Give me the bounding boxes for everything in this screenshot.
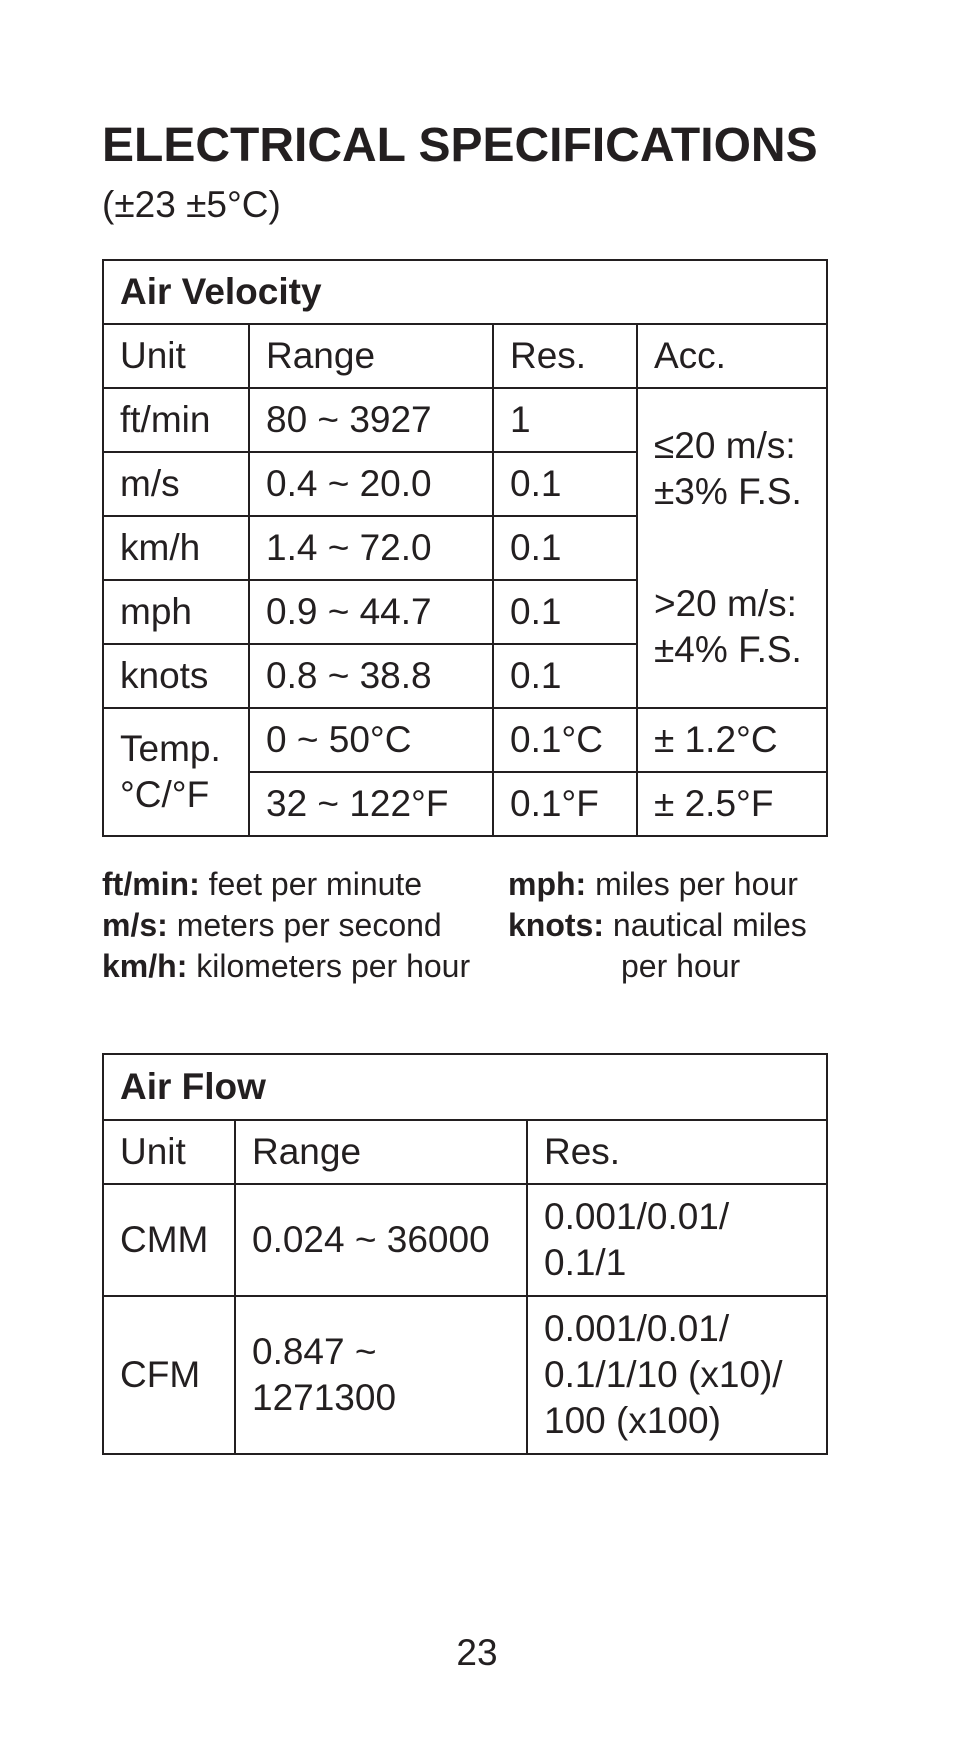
cell-res: 0.1°C bbox=[493, 708, 637, 772]
legend-abbr: mph: bbox=[508, 866, 587, 902]
cell-accuracy bbox=[637, 388, 827, 708]
legend-desc: meters per second bbox=[167, 907, 442, 943]
cell-temp-label bbox=[103, 708, 249, 836]
temp-label-line1: Temp. bbox=[120, 728, 221, 769]
res-line: 100 (x100) bbox=[544, 1400, 721, 1441]
cell-res: 0.1°F bbox=[493, 772, 637, 836]
legend-item bbox=[102, 946, 470, 987]
air-velocity-table bbox=[102, 259, 828, 837]
res-line: 0.1/1 bbox=[544, 1242, 627, 1283]
cell-unit: m/s bbox=[103, 452, 249, 516]
legend-abbr: knots: bbox=[508, 907, 604, 943]
range-line: 0.024 ~ 36000 bbox=[252, 1219, 490, 1260]
range-line: 0.847 ~ bbox=[252, 1331, 377, 1372]
air-flow-caption: Air Flow bbox=[103, 1054, 827, 1120]
air-velocity-caption: Air Velocity bbox=[103, 260, 827, 324]
cell-range: 32 ~ 122°F bbox=[249, 772, 493, 836]
legend-desc: kilometers per hour bbox=[187, 948, 471, 984]
table-header-row bbox=[103, 1120, 827, 1184]
table-row bbox=[103, 708, 827, 772]
table-header-row bbox=[103, 324, 827, 388]
cell-range: 1.4 ~ 72.0 bbox=[249, 516, 493, 580]
cell-res: 0.1 bbox=[493, 452, 637, 516]
cell-range bbox=[235, 1184, 527, 1296]
accuracy-low-condition: ≤20 m/s: bbox=[654, 425, 796, 466]
cell-range: 0.4 ~ 20.0 bbox=[249, 452, 493, 516]
cell-unit: CFM bbox=[103, 1296, 235, 1454]
header-range: Range bbox=[249, 324, 493, 388]
table-caption-row bbox=[103, 260, 827, 324]
cell-range: 0.9 ~ 44.7 bbox=[249, 580, 493, 644]
air-flow-table bbox=[102, 1053, 828, 1455]
cell-acc: ± 2.5°F bbox=[637, 772, 827, 836]
accuracy-high bbox=[654, 581, 826, 673]
legend-item bbox=[508, 864, 807, 905]
res-line: 0.001/0.01/ bbox=[544, 1196, 730, 1237]
header-range: Range bbox=[235, 1120, 527, 1184]
legend-item bbox=[102, 864, 470, 905]
legend-abbr: km/h: bbox=[102, 948, 188, 984]
cell-res: 0.1 bbox=[493, 516, 637, 580]
cell-res: 0.1 bbox=[493, 580, 637, 644]
header-acc: Acc. bbox=[637, 324, 827, 388]
header-unit: Unit bbox=[103, 1120, 235, 1184]
page-number: 23 bbox=[456, 1632, 498, 1673]
cell-res: 1 bbox=[493, 388, 637, 452]
table-row bbox=[103, 1296, 827, 1454]
page-subtitle: (±23 ±5°C) bbox=[102, 184, 281, 225]
cell-unit: knots bbox=[103, 644, 249, 708]
legend-item bbox=[508, 905, 807, 946]
legend-abbr: ft/min: bbox=[102, 866, 200, 902]
header-unit: Unit bbox=[103, 324, 249, 388]
cell-res: 0.1 bbox=[493, 644, 637, 708]
table-caption-row bbox=[103, 1054, 827, 1120]
cell-unit: CMM bbox=[103, 1184, 235, 1296]
cell-range bbox=[235, 1296, 527, 1454]
legend-continuation: per hour bbox=[621, 948, 741, 984]
legend-desc: feet per minute bbox=[199, 866, 423, 902]
accuracy-low-value: ±3% F.S. bbox=[654, 471, 802, 512]
legend-left bbox=[102, 864, 470, 987]
accuracy-high-condition: >20 m/s: bbox=[654, 583, 797, 624]
cell-res bbox=[527, 1296, 827, 1454]
res-line: 0.1/1/10 (x10)/ bbox=[544, 1354, 783, 1395]
legend-abbr: m/s: bbox=[102, 907, 168, 943]
legend-desc: nautical miles bbox=[604, 907, 807, 943]
accuracy-low bbox=[654, 423, 826, 515]
table-row bbox=[103, 388, 827, 452]
header-res: Res. bbox=[527, 1120, 827, 1184]
cell-unit: ft/min bbox=[103, 388, 249, 452]
legend-desc: miles per hour bbox=[586, 866, 798, 902]
range-line: 1271300 bbox=[252, 1377, 397, 1418]
cell-unit: km/h bbox=[103, 516, 249, 580]
cell-unit: mph bbox=[103, 580, 249, 644]
cell-range: 0 ~ 50°C bbox=[249, 708, 493, 772]
legend-right bbox=[508, 864, 807, 987]
temp-label-line2: °C/°F bbox=[120, 774, 210, 815]
cell-range: 80 ~ 3927 bbox=[249, 388, 493, 452]
table-row bbox=[103, 1184, 827, 1296]
page-title: ELECTRICAL SPECIFICATIONS bbox=[102, 119, 818, 172]
legend-item bbox=[102, 905, 470, 946]
cell-range: 0.8 ~ 38.8 bbox=[249, 644, 493, 708]
res-line: 0.001/0.01/ bbox=[544, 1308, 730, 1349]
header-res: Res. bbox=[493, 324, 637, 388]
cell-acc: ± 1.2°C bbox=[637, 708, 827, 772]
accuracy-high-value: ±4% F.S. bbox=[654, 629, 802, 670]
cell-res bbox=[527, 1184, 827, 1296]
